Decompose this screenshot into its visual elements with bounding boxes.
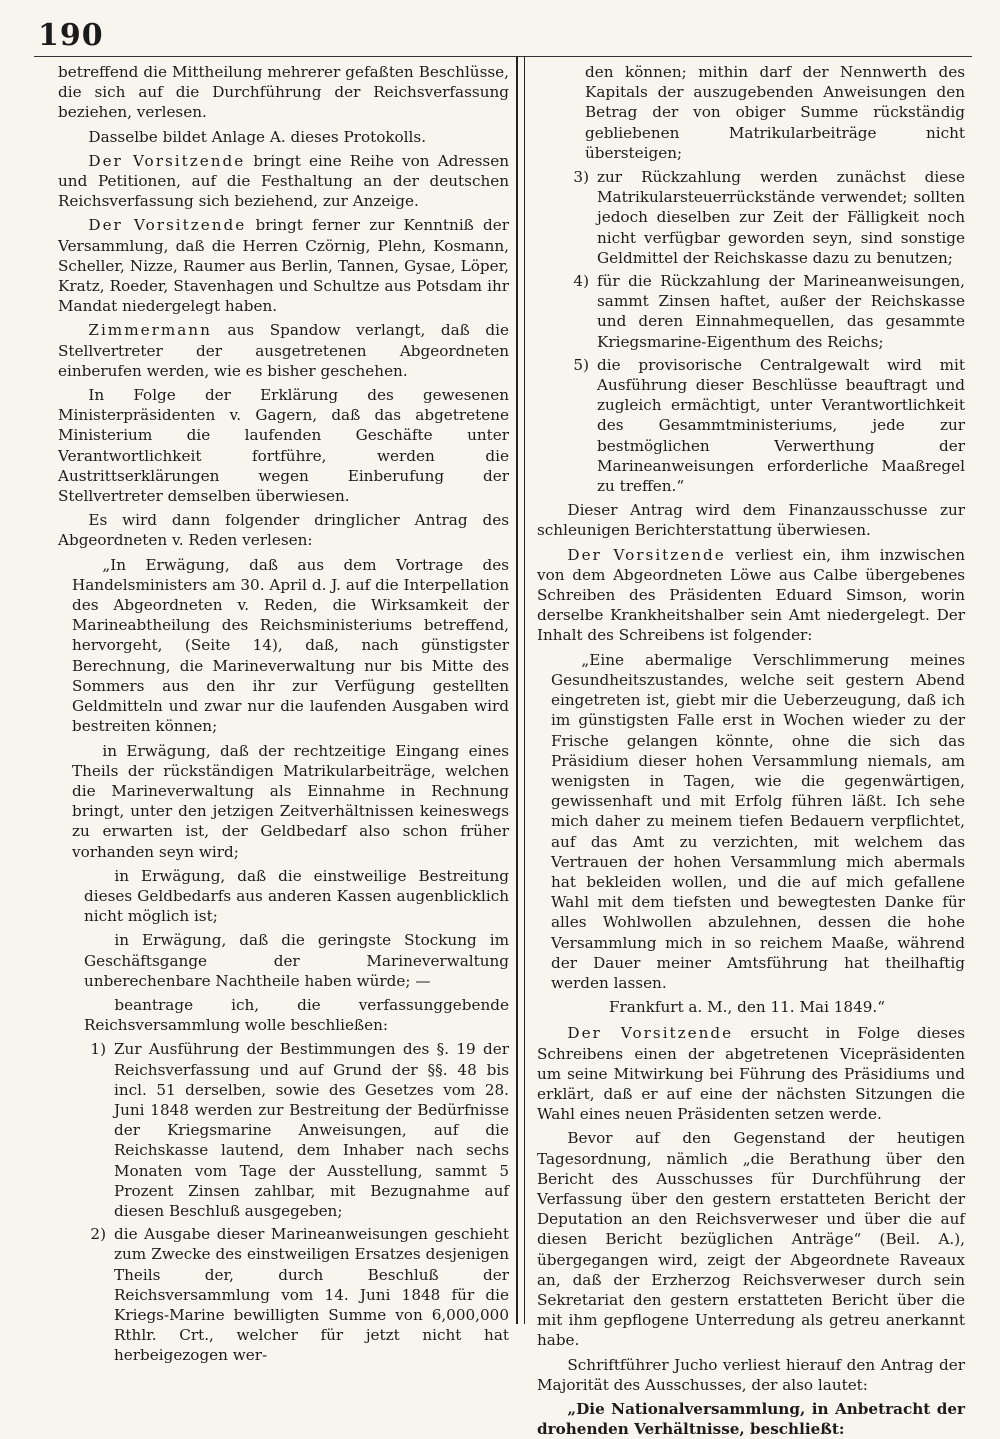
item-text: für die Rückzahlung der Marineanweisungen, sammt Zinsen haftet, außer der Reichskasse und deren Einnahmequellen, das gesammte Kriegsmarine-Eigenthum des Reichs; [597, 272, 965, 351]
speaker-name: Der Vorsitzende [88, 151, 246, 170]
paragraph: Dasselbe bildet Anlage A. dieses Protokolls. [88, 127, 427, 146]
paragraph: „Die Nationalversammlung, in Anbetracht der drohenden Verhältnisse, beschließt: [537, 1400, 965, 1439]
letter-text: „Eine abermalige Verschlimmerung meines Gesundheitszustandes, welche seit gestern Abend eingetreten ist, giebt mir die Ueberzeugung, daß ich im günstigsten Falle erst in Wochen wieder zu der Frische gelangen könnte, ohne die sich das Präsidium dieser hohen Versammlung niemals, am wenigsten in Tagen, wie die gegenwärtigen, gewissenhaft und mit Erfolg führen läßt. Ich sehe mich daher zu meinem tiefen Bedauern verpflichtet, auf das Amt zu verzichten, mit welchem das Vertrauen der hohen Versammlung mich abermals hat bekleiden wollen, und die auf mich gefallene Wahl mit dem tiefsten und bewegtesten Danke für alles Wohlwollen abzulehnen, dessen die hohe Versammlung mich in so reichem Maaße, während der Dauer meiner Amtsführung hat theilhaftig werden lassen. [551, 650, 965, 992]
paragraph [537, 1023, 965, 1124]
list-item [58, 1224, 509, 1365]
paragraph: Bevor auf den Gegenstand der heutigen Tagesordnung, nämlich „die Berathung über den Bericht des Ausschusses für Durchführung der Verfassung über den gestern erstatteten Bericht der Deputation an den Reichsverweser und über die auf diesen Bericht bezüglichen Anträge“ (Beil. A.), übergegangen wird, zeigt der Abgeordnete Raveaux an, daß der Erzherzog Reichsverweser durch sein Sekretariat den gestern erstatteten Bericht über die mit ihm gepflogene Unterredung als getreu anerkannt habe. [537, 1129, 965, 1350]
quote-paragraph: in Erwägung, daß die geringste Stockung im Geschäftsgange der Marineverwaltung unberechenbare Nachtheile haben würde; — [84, 931, 509, 990]
letter-date: Frankfurt a. M., den 11. Mai 1849.“ [608, 998, 885, 1017]
quote-paragraph: in Erwägung, daß der rechtzeitige Eingang eines Theils der rückständigen Matrikularbeiträge, welchen die Marineverwaltung als Einnahme in Rechnung bringt, unter den jetzigen Zeitverhältnissen keineswegs zu erwarten ist, der Geldbedarf also schon früher vorhanden seyn wird; [72, 741, 509, 861]
paragraph: In Folge der Erklärung des gewesenen Ministerpräsidenten v. Gagern, daß das abgetretene Ministerium die laufenden Geschäfte unter Verantwortlichkeit fortführe, werden die Austrittserklärungen wegen Einberufung der Stellvertreter demselben überwiesen. [58, 386, 509, 506]
item-number: 2) [90, 1225, 106, 1244]
item-text: die Ausgabe dieser Marineanweisungen geschieht zum Zwecke des einstweiligen Ersatzes desjenigen Theils der, durch Beschluß der Reichsversammlung vom 14. Juni 1848 für die Kriegs-Marine bewilligten Summe von 6,000,000 Rthlr. Crt., welcher für jetzt nicht hat herbeigezogen wer- [114, 1225, 509, 1365]
list-item [537, 355, 965, 496]
paragraph-text: bringt eine Reihe von Adressen und Petitionen, auf die Festhaltung an der deutschen Reichsverfassung sich beziehend, zur Anzeige. [58, 151, 509, 211]
quote-paragraph: in Erwägung, daß die einstweilige Bestreitung dieses Geldbedarfs aus anderen Kassen augenblicklich nicht möglich ist; [84, 866, 509, 926]
speaker-name: Der Vorsitzende [88, 216, 247, 235]
item-number: 3) [573, 168, 589, 187]
item-text: die provisorische Centralgewalt wird mit Ausführung dieser Beschlüsse beauftragt und zugleich ermächtigt, unter Verantwortlichkeit des Gesammtministeriums, jede zur bestmöglichen Verwerthung der Marineanweisungen erforderliche Maaßregel zu treffen.“ [597, 355, 965, 496]
list-item [58, 1039, 509, 1221]
item-text: Zur Ausführung der Bestimmungen des §. 19 der Reichsverfassung und auf Grund der §§. 48 bis incl. 51 derselben, sowie des Gesetzes vom 28. Juni 1848 werden zur Bestreitung der Bedürfnisse der Kriegsmarine Anweisungen, auf die Reichskasse lautend, dem Inhaber nach sechs Monaten vom Tage der Ausstellung, sammt 5 Prozent Zinsen zahlbar, mit Bezugnahme auf diesen Beschluß ausgegeben; [114, 1040, 509, 1220]
column-divider [516, 56, 525, 1324]
paragraph: betreffend die Mittheilung mehrerer gefaßten Beschlüsse, die sich auf die Durchführung der Reichsverfassung beziehen, verlesen. [58, 63, 509, 122]
paragraph: Schriftführer Jucho verliest hierauf den Antrag der Majorität des Ausschusses, der also lautet: [537, 1355, 965, 1394]
paragraph [58, 151, 509, 212]
resolution-list [58, 1039, 509, 1365]
left-column [58, 62, 509, 1365]
speaker-name: Der Vorsitzende [567, 1024, 734, 1043]
item-number: 1) [90, 1040, 106, 1059]
paragraph: den können; mithin darf der Nennwerth des Kapitals der auszugebenden Anweisungen den Betrag der von obiger Summe rückständig gebliebenen Matrikularbeiträge nicht übersteigen; [585, 63, 965, 162]
item-number: 5) [573, 355, 589, 374]
quote-paragraph: „In Erwägung, daß aus dem Vortrage des Handelsministers am 30. April d. J. auf die Interpellation des Abgeordneten v. Reden, die Wirksamkeit der Marineabtheilung des Reichsministeriums betreffend, hervorgeht, (Seite 14), daß, nach günstigster Berechnung, die Marineverwaltung nur bis Mitte des Sommers aus den ihr zur Verfügung gestellten Geldmitteln und zwar nur die laufenden Ausgaben wird bestreiten können; [72, 555, 509, 736]
list-item [537, 271, 965, 352]
paragraph-text: aus Spandow verlangt, daß die Stellvertreter der ausgetretenen Abgeordneten einberufen werden, wie es bisher geschehen. [58, 321, 509, 380]
paragraph [537, 545, 965, 646]
right-column [537, 62, 965, 1439]
paragraph-text: bringt ferner zur Kenntniß der Versammlung, daß die Herren Czörnig, Plehn, Kosmann, Scheller, Nizze, Raumer aus Berlin, Tannen, Gysae, Löper, Kratz, Roeder, Stavenhagen und Schultze aus Potsdam ihr Mandat niedergelegt haben. [58, 216, 509, 316]
paragraph [58, 320, 509, 381]
quote-paragraph: beantrage ich, die verfassunggebende Reichsversammlung wolle beschließen: [84, 995, 509, 1035]
paragraph [58, 215, 509, 316]
item-text: zur Rückzahlung werden zunächst diese Matrikularsteuerrückstände verwendet; sollten jedoch dieselben zur Zeit der Fälligkeit noch nicht verfügbar geworden seyn, sind sonstige Geldmittel der Reichskasse dazu zu benutzen; [597, 168, 965, 267]
speaker-name: Zimmermann [88, 321, 212, 340]
paragraph-text: ersucht in Folge dieses Schreibens einen der abgetretenen Vicepräsidenten um seine Mitwirkung bei Führung des Präsidiums und erklärt, daß er auf eine der nächsten Sitzungen die Wahl eines neuen Präsidenten setzen werde. [537, 1024, 965, 1124]
paragraph-text: verliest ein, ihm inzwischen von dem Abgeordneten Löwe aus Calbe übergebenes Schreiben des Präsidenten Eduard Simson, worin derselbe Krankheitshalber sein Amt niedergelegt. Der Inhalt des Schreibens ist folgender: [537, 545, 965, 645]
paragraph: Dieser Antrag wird dem Finanzausschusse zur schleunigen Berichterstattung überwiesen. [537, 501, 965, 540]
resolution-list [537, 167, 965, 496]
header-rule [34, 56, 972, 57]
paragraph: Es wird dann folgender dringlicher Antrag des Abgeordneten v. Reden verlesen: [58, 511, 509, 550]
speaker-name: Der Vorsitzende [567, 545, 726, 564]
item-number: 4) [573, 272, 589, 291]
list-item [537, 167, 965, 268]
page-number: 190 [38, 18, 104, 53]
